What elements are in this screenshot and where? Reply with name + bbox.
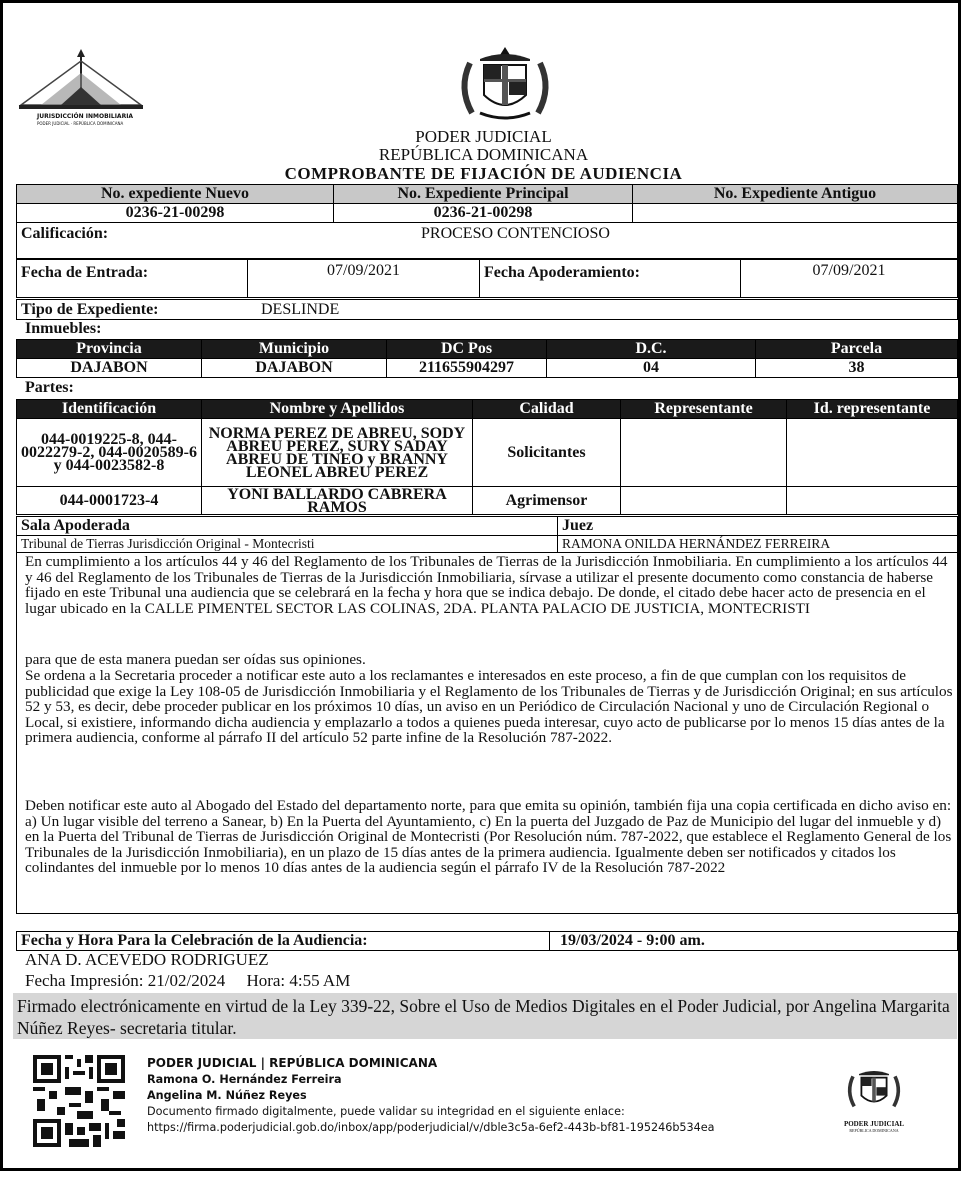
body-paragraph-1: En cumplimiento a los artículos 44 y 46 del Reglamento de los Tribunales de Tierras de la Jurisdicción Inmobiliaria. En cumplimiento a los artículos 44 y 46 del Reglamento de los Tribunales de Tierras de la Jurisdicción Inmobiliaria, sírvase a utilizar el presente documento como constancia de haberse fijado en este Tribunal una audiencia que se celebrará en la fecha y hora que se indica debajo. De donde, el citado debe hacer acto de presencia en el lugar ubicado en la CALLE PIMENTEL SECTOR LAS COLINAS, 2DA. PLANTA PALACIO DE JUSTICIA, MONTECRISTI bbox=[25, 553, 948, 617]
parte-representante bbox=[621, 419, 787, 487]
parte-calidad: Solicitantes bbox=[473, 419, 621, 487]
partes-label: Partes: bbox=[25, 379, 74, 396]
tipo-expediente-label: Tipo de Expediente: bbox=[21, 300, 159, 318]
body-paragraph-4: Deben notificar este auto al Abogado del Estado del departamento norte, para que emita su opinión, también fija una copia certificada en dicho aviso en: a) Un lugar visible del terreno a Sanear, b) En la Puerta del Ayuntamiento, c) En la puerta del Juzgado de Paz de Municipio del lugar del inmueble y d) en la Puerta del Tribunal de Tierras de Jurisdicción Original de Montecristi (Por Resolución núm. 787-2022, que establece el Reglamento General de los Tribunales de la Jurisdicción Inmobiliaria), en un plazo de 15 días antes de la primera audiencia. Igualmente deben ser notificados y citados los colindantes del inmueble por lo menos 10 días antes de la audiencia según el párrafo IV de la Resolución 787-2022 bbox=[25, 797, 952, 877]
poder-judicial-seal-icon bbox=[841, 1063, 907, 1133]
parte-representante bbox=[621, 487, 787, 515]
audiencia-label: Fecha y Hora Para la Celebración de la Audiencia: bbox=[17, 932, 550, 951]
sala-value: Tribunal de Tierras Jurisdicción Original - Montecristi bbox=[17, 536, 558, 553]
footer-validation-link[interactable]: https://firma.poderjudicial.gob.do/inbox/app/poderjudicial/v/dble3c5a-6ef2-443b-bf81-195246b534ea bbox=[147, 1121, 715, 1134]
inmuebles-header-parcela: Parcela bbox=[756, 340, 958, 359]
parte-id-representante bbox=[787, 419, 958, 487]
partes-header-id-representante: Id. representante bbox=[787, 400, 958, 419]
expedientes-table bbox=[16, 184, 958, 223]
tipo-expediente-value: DESLINDE bbox=[261, 300, 340, 318]
header-expediente-principal: No. Expediente Principal bbox=[334, 185, 633, 204]
parte-nombre: YONI BALLARDO CABRERA RAMOS bbox=[202, 487, 473, 515]
footer-line-4: Documento firmado digitalmente, puede validar su integridad en el siguiente enlace: bbox=[147, 1105, 625, 1118]
inmuebles-header-municipio: Municipio bbox=[202, 340, 387, 359]
value-expediente-nuevo: 0236-21-00298 bbox=[17, 204, 334, 223]
inmuebles-municipio: DAJABON bbox=[202, 359, 387, 378]
coat-of-arms-icon bbox=[450, 43, 560, 125]
fecha-entrada-label: Fecha de Entrada: bbox=[17, 260, 248, 298]
juez-value: RAMONA ONILDA HERNÁNDEZ FERREIRA bbox=[558, 536, 958, 553]
calificacion-row bbox=[16, 222, 958, 259]
fechas-row bbox=[16, 259, 958, 298]
header-line-1: PODER JUDICIAL bbox=[415, 127, 552, 146]
partes-header-nombre: Nombre y Apellidos bbox=[202, 400, 473, 419]
partes-header-calidad: Calidad bbox=[473, 400, 621, 419]
qr-code-icon bbox=[33, 1055, 125, 1147]
inmuebles-parcela: 38 bbox=[756, 359, 958, 378]
firmante-nombre: ANA D. ACEVEDO RODRIGUEZ bbox=[25, 950, 269, 969]
partes-table bbox=[16, 399, 958, 515]
document-title: COMPROBANTE DE FIJACIÓN DE AUDIENCIA bbox=[284, 164, 683, 183]
inmuebles-provincia: DAJABON bbox=[17, 359, 202, 378]
header-line-2: REPÚBLICA DOMINICANA bbox=[378, 145, 589, 164]
inmuebles-dcpos: 211655904297 bbox=[387, 359, 547, 378]
fecha-apoderamiento-label: Fecha Apoderamiento: bbox=[480, 260, 741, 298]
header-expediente-nuevo: No. expediente Nuevo bbox=[17, 185, 334, 204]
inmuebles-header-dcpos: DC Pos bbox=[387, 340, 547, 359]
parte-nombre: NORMA PEREZ DE ABREU, SODY ABREU PEREZ, SURY SADAY ABREU DE TINEO y BRANNY LEONEL ABREU PEREZ bbox=[202, 419, 473, 487]
juez-label: Juez bbox=[558, 517, 958, 536]
header-expediente-antiguo: No. Expediente Antiguo bbox=[633, 185, 958, 204]
parte-identificacion: 044-0001723-4 bbox=[17, 487, 202, 515]
seal-text: PODER JUDICIAL bbox=[843, 1120, 905, 1128]
body-paragraph-3: Se ordena a la Secretaria proceder a notificar este auto a los reclamantes e interesados en este proceso, a fin de que cumplan con los requisitos de publicidad que exige la Ley 108-05 de Jurisdicción Inmobiliaria y el Reglamento de los Tribunales de Tierras y de Jurisdicción Original; en sus artículos 52 y 53, es decir, debe proceder publicar en los próximos 10 días, un aviso en un Periódico de Circulación Nacional y uno de Circulación Regional o Local, si existiere, informando dicha audiencia y emplazarlo a todos a quienes pueda interesar, cuyo acto de publicarse por lo menos 15 días antes de la primera audiencia, conforme al párrafo II del artículo 52 parte infine de la Resolución 787-2022. bbox=[25, 667, 953, 747]
table-row bbox=[17, 419, 958, 487]
partes-header-identificacion: Identificación bbox=[17, 400, 202, 419]
fecha-entrada-value: 07/09/2021 bbox=[248, 260, 480, 298]
logo-left-sub: PODER JUDICIAL · REPÚBLICA DOMINICANA bbox=[37, 121, 124, 126]
inmuebles-label: Inmuebles: bbox=[25, 320, 102, 337]
footer-line-3: Angelina M. Núñez Reyes bbox=[147, 1089, 307, 1102]
inmuebles-table bbox=[16, 339, 958, 378]
parte-identificacion: 044-0019225-8, 044-0022279-2, 044-0020589-6 y 044-0023582-8 bbox=[17, 419, 202, 487]
calificacion-label: Calificación: bbox=[21, 225, 109, 242]
firma-electronica-banner: Firmado electrónicamente en virtud de la Ley 339-22, Sobre el Uso de Medios Digitales en el Poder Judicial, por Angelina Margarita Núñez Reyes- secretaria titular. bbox=[13, 993, 957, 1039]
sala-label: Sala Apoderada bbox=[17, 517, 558, 536]
partes-header-representante: Representante bbox=[621, 400, 787, 419]
calificacion-value: PROCESO CONTENCIOSO bbox=[421, 225, 610, 242]
audiencia-value: 19/03/2024 - 9:00 am. bbox=[550, 932, 958, 951]
parte-calidad: Agrimensor bbox=[473, 487, 621, 515]
footer-line-1: PODER JUDICIAL | REPÚBLICA DOMINICANA bbox=[147, 1056, 438, 1070]
logo-left-text: JURISDICCIÓN INMOBILIARIA bbox=[37, 113, 134, 120]
table-row bbox=[17, 487, 958, 515]
parte-id-representante bbox=[787, 487, 958, 515]
seal-subtext: REPÚBLICA DOMINICANA bbox=[849, 1128, 899, 1133]
inmuebles-header-dc: D.C. bbox=[547, 340, 756, 359]
fecha-apoderamiento-value: 07/09/2021 bbox=[741, 260, 958, 298]
body-paragraph-2: para que de esta manera puedan ser oídas sus opiniones. bbox=[25, 651, 366, 668]
sala-table bbox=[16, 516, 958, 553]
inmuebles-dc: 04 bbox=[547, 359, 756, 378]
footer-line-2: Ramona O. Hernández Ferreira bbox=[147, 1073, 342, 1086]
value-expediente-principal: 0236-21-00298 bbox=[334, 204, 633, 223]
audiencia-row bbox=[16, 931, 958, 951]
inmuebles-header-provincia: Provincia bbox=[17, 340, 202, 359]
jurisdiccion-logo bbox=[11, 43, 151, 128]
value-expediente-antiguo bbox=[633, 204, 958, 223]
tipo-expediente-row bbox=[16, 299, 958, 320]
fecha-impresion: Fecha Impresión: 21/02/2024 Hora: 4:55 AM bbox=[25, 971, 351, 990]
